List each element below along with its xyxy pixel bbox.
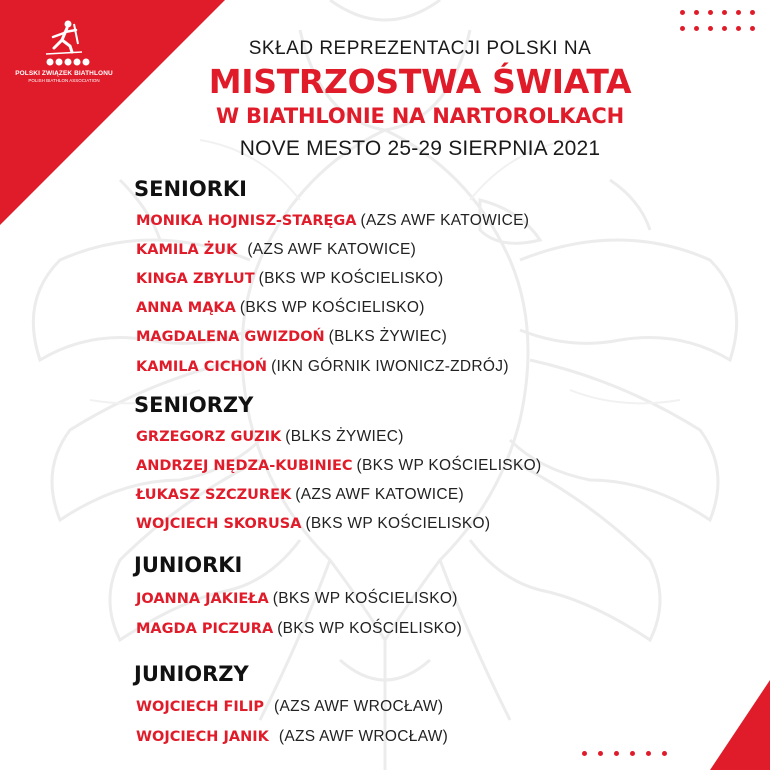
roster-entry (136, 589, 458, 608)
roster-entry (136, 211, 529, 230)
athlete-name: WOJCIECH SKORUSA (136, 516, 302, 532)
athlete-club: (BLKS ŻYWIEC) (328, 328, 448, 345)
athlete-club: (AZS AWF WROCŁAW) (274, 698, 444, 715)
athlete-club: (BKS WP KOŚCIELISKO) (258, 270, 444, 287)
roster-entry (136, 269, 443, 288)
athlete-club: (AZS AWF WROCŁAW) (278, 728, 449, 745)
section-title-juniorki: JUNIORKI (134, 553, 243, 577)
athlete-name: KAMILA ŻUK (136, 242, 238, 258)
athlete-club: (IKN GÓRNIK IWONICZ-ZDRÓJ) (271, 358, 509, 375)
athlete-club: (AZS AWF KATOWICE) (360, 212, 530, 229)
roster-entry (136, 240, 416, 259)
athlete-name: ANNA MĄKA (136, 300, 236, 316)
athlete-club: (AZS AWF KATOWICE) (295, 486, 464, 503)
roster-entry (136, 427, 404, 446)
roster-entry (136, 327, 447, 346)
athlete-club: (BKS WP KOŚCIELISKO) (272, 590, 458, 607)
athlete-club: (BKS WP KOŚCIELISKO) (356, 457, 542, 474)
athlete-name: KINGA ZBYLUT (136, 271, 255, 287)
roster-entry (136, 697, 443, 716)
section-title-juniorzy: JUNIORZY (134, 662, 249, 686)
section-title-seniorki: SENIORKI (134, 177, 247, 201)
roster-entry (136, 298, 425, 317)
header-date-location: NOVE MESTO 25-29 SIERPNIA 2021 (239, 137, 601, 160)
roster-entry (136, 456, 541, 475)
dots-row-bottom-right (582, 751, 682, 757)
athlete-name: ŁUKASZ SZCZUREK (136, 487, 292, 503)
header-intro: SKŁAD REPREZENTACJI POLSKI NA (248, 38, 592, 59)
roster-entry (136, 619, 462, 638)
athlete-name: GRZEGORZ GUZIK (136, 429, 282, 445)
athlete-name: ANDRZEJ NĘDZA-KUBINIEC (136, 458, 353, 474)
athlete-name: JOANNA JAKIEŁA (136, 591, 269, 607)
roster-entry (136, 514, 490, 533)
biathlete-icon (34, 18, 94, 68)
dots-grid-top-right (680, 10, 760, 34)
association-logo (14, 18, 114, 90)
athlete-name: MAGDA PICZURA (136, 621, 274, 637)
logo-english-name: POLISH BIATHLON ASSOCIATION (28, 78, 100, 83)
header-title: MISTRZOSTWA ŚWIATA (208, 62, 632, 101)
athlete-club: (AZS AWF KATOWICE) (247, 241, 417, 258)
header-subtitle: W BIATHLONIE NA NARTOROLKACH (215, 104, 625, 128)
roster-entry (136, 357, 509, 376)
athlete-name: MAGDALENA GWIZDOŃ (136, 329, 325, 345)
red-corner-shape (710, 680, 770, 770)
section-title-seniorzy: SENIORZY (134, 393, 254, 417)
athlete-name: MONIKA HOJNISZ-STARĘGA (136, 213, 357, 229)
athlete-name: WOJCIECH FILIP (136, 699, 265, 715)
athlete-club: (BKS WP KOŚCIELISKO) (277, 620, 463, 637)
athlete-name: WOJCIECH JANIK (136, 729, 269, 745)
athlete-club: (BLKS ŻYWIEC) (285, 428, 404, 445)
roster-entry (136, 727, 448, 746)
athlete-name: KAMILA CICHOŃ (136, 359, 268, 375)
roster-entry (136, 485, 464, 504)
athlete-club: (BKS WP KOŚCIELISKO) (239, 299, 425, 316)
logo-name: POLSKI ZWIĄZEK BIATHLONU (15, 70, 113, 77)
athlete-club: (BKS WP KOŚCIELISKO) (305, 515, 491, 532)
